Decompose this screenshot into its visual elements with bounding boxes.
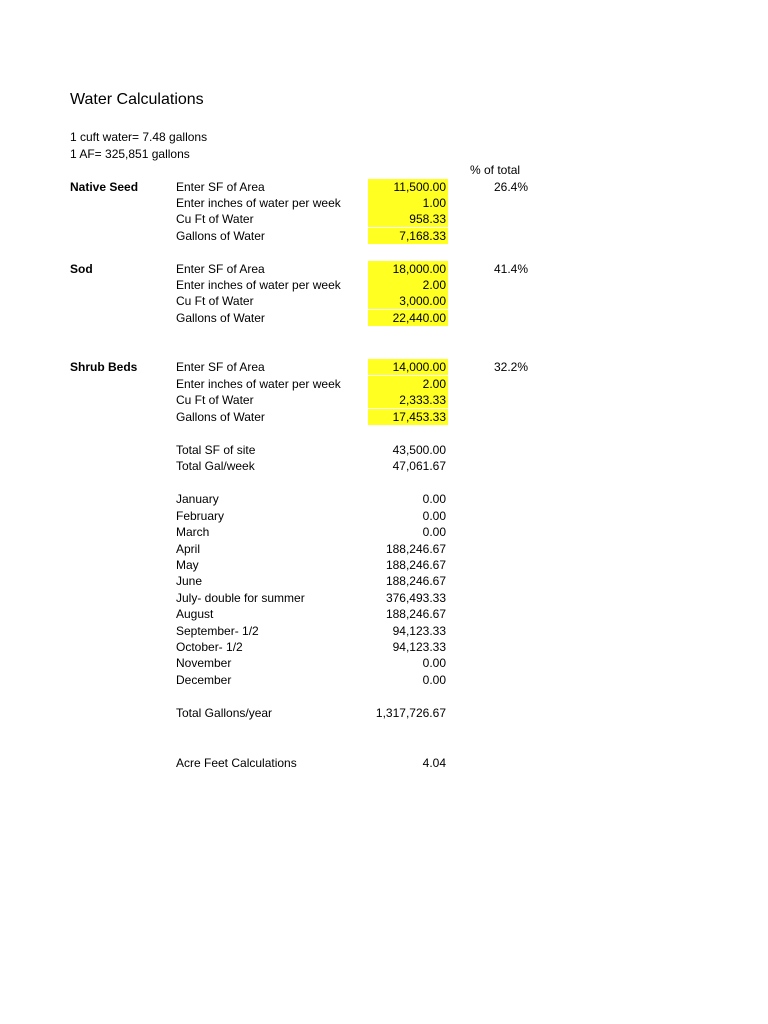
month-value: 0.00: [422, 492, 446, 506]
section-label: Sod: [70, 262, 93, 276]
month-value: 376,493.33: [385, 591, 446, 605]
input-cell[interactable]: 18,000.00: [368, 261, 448, 277]
month-label: July- double for summer: [176, 591, 305, 605]
row-label: Enter inches of water per week: [176, 278, 341, 292]
table-row: [0, 261, 768, 277]
table-row: [0, 211, 768, 227]
row-label: Cu Ft of Water: [176, 212, 254, 226]
section-label: Shrub Beds: [70, 360, 138, 374]
month-row: [0, 508, 768, 524]
input-cell[interactable]: 2.00: [368, 376, 448, 392]
month-row: [0, 672, 768, 688]
value-cell: 47,061.67: [392, 459, 446, 473]
row-label: Gallons of Water: [176, 410, 265, 424]
value-cell: 3,000.00: [368, 293, 448, 309]
month-value: 188,246.67: [385, 558, 446, 572]
table-row: [0, 442, 768, 458]
row-label: Enter SF of Area: [176, 180, 265, 194]
table-row: [0, 293, 768, 309]
section-percent: 32.2%: [493, 360, 528, 374]
row-label: Cu Ft of Water: [176, 393, 254, 407]
month-row: [0, 557, 768, 573]
table-row: [0, 392, 768, 408]
month-label: May: [176, 558, 199, 572]
month-label: March: [176, 525, 210, 539]
table-row: [0, 359, 768, 375]
row-label: Enter SF of Area: [176, 262, 265, 276]
table-row: [0, 179, 768, 195]
month-row: [0, 623, 768, 639]
section-percent: 26.4%: [493, 180, 528, 194]
row-label: Enter inches of water per week: [176, 196, 341, 210]
month-label: April: [176, 542, 201, 556]
month-value: 0.00: [422, 656, 446, 670]
value-cell: 43,500.00: [392, 443, 446, 457]
row-label: Cu Ft of Water: [176, 294, 254, 308]
input-cell[interactable]: 14,000.00: [368, 359, 448, 375]
input-cell[interactable]: 1.00: [368, 195, 448, 211]
row-label: Total Gallons/year: [176, 706, 273, 720]
month-label: January: [176, 492, 219, 506]
table-row: [0, 409, 768, 425]
month-label: February: [176, 509, 225, 523]
value-cell: 22,440.00: [368, 310, 448, 326]
month-value: 0.00: [422, 673, 446, 687]
month-label: June: [176, 574, 203, 588]
row-label: Enter inches of water per week: [176, 377, 341, 391]
row-label: Gallons of Water: [176, 229, 265, 243]
input-cell[interactable]: 2.00: [368, 277, 448, 293]
month-row: [0, 655, 768, 671]
month-label: October- 1/2: [176, 640, 243, 654]
row-label: Acre Feet Calculations: [176, 756, 297, 770]
month-value: 94,123.33: [392, 624, 446, 638]
month-row: [0, 606, 768, 622]
month-label: December: [176, 673, 232, 687]
month-row: [0, 524, 768, 540]
month-label: August: [176, 607, 214, 621]
month-row: [0, 590, 768, 606]
conversion-note-af: 1 AF= 325,851 gallons: [70, 147, 190, 161]
table-row: [0, 310, 768, 326]
month-value: 0.00: [422, 525, 446, 539]
month-value: 0.00: [422, 509, 446, 523]
row-label: Gallons of Water: [176, 311, 265, 325]
month-value: 188,246.67: [385, 607, 446, 621]
row-label: Total SF of site: [176, 443, 256, 457]
table-row: [0, 195, 768, 211]
value-cell: 1,317,726.67: [375, 706, 446, 720]
conversion-note-cuft: 1 cuft water= 7.48 gallons: [70, 130, 208, 144]
section-percent: 41.4%: [493, 262, 528, 276]
value-cell: 4.04: [422, 756, 446, 770]
table-row: [0, 458, 768, 474]
month-label: November: [176, 656, 232, 670]
page-title: Water Calculations: [70, 91, 204, 108]
value-cell: 17,453.33: [368, 409, 448, 425]
month-value: 94,123.33: [392, 640, 446, 654]
month-row: [0, 491, 768, 507]
table-row: [0, 277, 768, 293]
month-row: [0, 639, 768, 655]
month-value: 188,246.67: [385, 574, 446, 588]
row-label: Total Gal/week: [176, 459, 255, 473]
year-total-row: [0, 705, 768, 721]
table-row: [0, 376, 768, 392]
month-value: 188,246.67: [385, 542, 446, 556]
acre-feet-row: [0, 755, 768, 771]
value-cell: 2,333.33: [368, 392, 448, 408]
input-cell[interactable]: 11,500.00: [368, 179, 448, 195]
value-cell: 958.33: [368, 211, 448, 227]
section-label: Native Seed: [70, 180, 139, 194]
percent-total-header: % of total: [470, 163, 521, 177]
month-row: [0, 541, 768, 557]
table-row: [0, 228, 768, 244]
row-label: Enter SF of Area: [176, 360, 265, 374]
month-label: September- 1/2: [176, 624, 259, 638]
value-cell: 7,168.33: [368, 228, 448, 244]
month-row: [0, 573, 768, 589]
